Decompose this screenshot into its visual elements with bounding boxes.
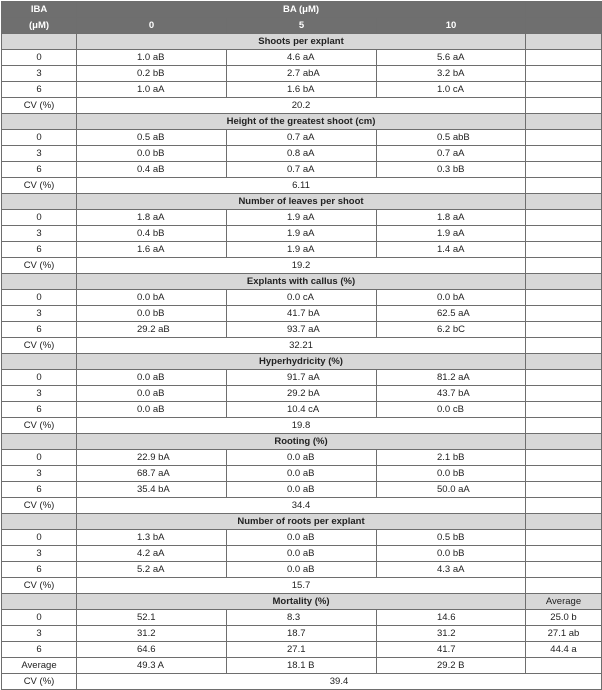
- value-cell: 0.0 bB: [377, 466, 526, 482]
- section-blank: [526, 354, 602, 370]
- iba-cell: 6: [2, 642, 77, 658]
- average-value-cell: 18.1 B: [227, 658, 377, 674]
- empty-cell: [526, 130, 602, 146]
- table-row: [2, 642, 602, 658]
- value-cell: 1.8 aA: [77, 210, 227, 226]
- empty-cell: [526, 546, 602, 562]
- value-cell: 0.0 aB: [227, 562, 377, 578]
- ba-level-header: 5: [227, 18, 377, 34]
- table-row: [2, 210, 602, 226]
- cv-value: 19.8: [77, 418, 526, 434]
- value-cell: 0.0 aB: [227, 546, 377, 562]
- value-cell: 10.4 cA: [227, 402, 377, 418]
- section-blank: [2, 114, 77, 130]
- header-row-2: [2, 18, 602, 34]
- table-row: [2, 546, 602, 562]
- cv-value: 20.2: [77, 98, 526, 114]
- cv-value: 19.2: [77, 258, 526, 274]
- value-cell: 0.5 aB: [77, 130, 227, 146]
- empty-cell: [526, 162, 602, 178]
- empty-cell: [526, 146, 602, 162]
- iba-cell: 0: [2, 370, 77, 386]
- value-cell: 31.2: [77, 626, 227, 642]
- value-cell: 0.4 aB: [77, 162, 227, 178]
- table-container: [1, 1, 601, 690]
- value-cell: 0.4 bB: [77, 226, 227, 242]
- table-row: [2, 226, 602, 242]
- iba-cell: 6: [2, 402, 77, 418]
- section-title: Shoots per explant: [77, 34, 526, 50]
- value-cell: 0.7 aA: [227, 162, 377, 178]
- table-row: [2, 530, 602, 546]
- empty-cell: [526, 418, 602, 434]
- value-cell: 1.3 bA: [77, 530, 227, 546]
- empty-cell: [526, 578, 602, 594]
- empty-cell: [526, 370, 602, 386]
- iba-cell: 6: [2, 242, 77, 258]
- cv-label: CV (%): [2, 674, 77, 690]
- value-cell: 1.9 aA: [227, 210, 377, 226]
- value-cell: 1.4 aA: [377, 242, 526, 258]
- value-cell: 14.6: [377, 610, 526, 626]
- empty-cell: [526, 466, 602, 482]
- value-cell: 0.0 cB: [377, 402, 526, 418]
- value-cell: 0.0 aB: [227, 450, 377, 466]
- table-row: [2, 610, 602, 626]
- section-title: Explants with callus (%): [77, 274, 526, 290]
- section-title-row: [2, 354, 602, 370]
- cv-row: [2, 258, 602, 274]
- empty-cell: [526, 242, 602, 258]
- section-title-row: [2, 194, 602, 210]
- section-title: Rooting (%): [77, 434, 526, 450]
- empty-cell: [526, 658, 602, 674]
- section-title: Number of leaves per shoot: [77, 194, 526, 210]
- iba-cell: 0: [2, 130, 77, 146]
- value-cell: 31.2: [377, 626, 526, 642]
- value-cell: 41.7 bA: [227, 306, 377, 322]
- section-title-row: [2, 514, 602, 530]
- section-blank: [2, 194, 77, 210]
- average-header: Average: [526, 594, 602, 610]
- value-cell: 2.1 bB: [377, 450, 526, 466]
- empty-cell: [526, 338, 602, 354]
- table-row: [2, 450, 602, 466]
- value-cell: 1.6 aA: [77, 242, 227, 258]
- iba-unit-header: (μM): [2, 18, 77, 34]
- value-cell: 0.0 bB: [377, 546, 526, 562]
- average-label: Average: [2, 658, 77, 674]
- cv-value: 15.7: [77, 578, 526, 594]
- value-cell: 1.0 cA: [377, 82, 526, 98]
- average-cell: 25.0 b: [526, 610, 602, 626]
- table-row: [2, 386, 602, 402]
- cv-label: CV (%): [2, 258, 77, 274]
- value-cell: 0.0 bA: [77, 290, 227, 306]
- value-cell: 1.0 aB: [77, 50, 227, 66]
- value-cell: 68.7 aA: [77, 466, 227, 482]
- average-value-cell: 29.2 B: [377, 658, 526, 674]
- iba-cell: 3: [2, 306, 77, 322]
- iba-cell: 6: [2, 162, 77, 178]
- value-cell: 2.7 abA: [227, 66, 377, 82]
- average-value-cell: 49.3 A: [77, 658, 227, 674]
- value-cell: 35.4 bA: [77, 482, 227, 498]
- empty-cell: [526, 226, 602, 242]
- iba-cell: 0: [2, 450, 77, 466]
- iba-cell: 3: [2, 226, 77, 242]
- value-cell: 41.7: [377, 642, 526, 658]
- value-cell: 27.1: [227, 642, 377, 658]
- value-cell: 0.5 abB: [377, 130, 526, 146]
- header-row-1: [2, 2, 602, 18]
- value-cell: 8.3: [227, 610, 377, 626]
- section-title-row: [2, 274, 602, 290]
- header-blank: [526, 2, 602, 18]
- value-cell: 0.0 bA: [377, 290, 526, 306]
- value-cell: 6.2 bC: [377, 322, 526, 338]
- section-blank: [526, 274, 602, 290]
- section-blank: [2, 34, 77, 50]
- iba-cell: 0: [2, 610, 77, 626]
- table-row: [2, 562, 602, 578]
- empty-cell: [526, 530, 602, 546]
- value-cell: 0.0 bB: [77, 306, 227, 322]
- average-row: [2, 658, 602, 674]
- iba-cell: 0: [2, 290, 77, 306]
- table-row: [2, 242, 602, 258]
- empty-cell: [526, 66, 602, 82]
- cv-row: [2, 578, 602, 594]
- iba-cell: 3: [2, 146, 77, 162]
- table-row: [2, 66, 602, 82]
- results-table: [1, 1, 602, 690]
- cv-row: [2, 418, 602, 434]
- cv-row: [2, 674, 602, 690]
- value-cell: 0.0 aB: [227, 530, 377, 546]
- empty-cell: [526, 98, 602, 114]
- value-cell: 1.8 aA: [377, 210, 526, 226]
- value-cell: 22.9 bA: [77, 450, 227, 466]
- value-cell: 93.7 aA: [227, 322, 377, 338]
- section-blank: [526, 194, 602, 210]
- section-title: Number of roots per explant: [77, 514, 526, 530]
- iba-cell: 3: [2, 626, 77, 642]
- empty-cell: [526, 450, 602, 466]
- value-cell: 29.2 aB: [77, 322, 227, 338]
- value-cell: 29.2 bA: [227, 386, 377, 402]
- header-blank: [526, 18, 602, 34]
- iba-cell: 3: [2, 466, 77, 482]
- cv-label: CV (%): [2, 418, 77, 434]
- average-cell: 44.4 a: [526, 642, 602, 658]
- empty-cell: [526, 258, 602, 274]
- cv-label: CV (%): [2, 498, 77, 514]
- iba-header: IBA: [2, 2, 77, 18]
- iba-cell: 6: [2, 482, 77, 498]
- table-row: [2, 322, 602, 338]
- empty-cell: [526, 498, 602, 514]
- iba-cell: 3: [2, 66, 77, 82]
- value-cell: 0.8 aA: [227, 146, 377, 162]
- value-cell: 0.7 aA: [377, 146, 526, 162]
- cv-row: [2, 498, 602, 514]
- cv-label: CV (%): [2, 178, 77, 194]
- iba-cell: 3: [2, 546, 77, 562]
- empty-cell: [526, 82, 602, 98]
- section-blank: [2, 594, 77, 610]
- value-cell: 3.2 bA: [377, 66, 526, 82]
- iba-cell: 6: [2, 82, 77, 98]
- table-row: [2, 130, 602, 146]
- value-cell: 5.2 aA: [77, 562, 227, 578]
- value-cell: 91.7 aA: [227, 370, 377, 386]
- value-cell: 0.0 aB: [227, 482, 377, 498]
- table-row: [2, 82, 602, 98]
- table-row: [2, 626, 602, 642]
- value-cell: 0.2 bB: [77, 66, 227, 82]
- value-cell: 4.2 aA: [77, 546, 227, 562]
- value-cell: 0.0 aB: [227, 466, 377, 482]
- value-cell: 0.7 aA: [227, 130, 377, 146]
- value-cell: 50.0 aA: [377, 482, 526, 498]
- value-cell: 5.6 aA: [377, 50, 526, 66]
- section-blank: [2, 354, 77, 370]
- section-title: Hyperhydricity (%): [77, 354, 526, 370]
- ba-header: BA (μM): [77, 2, 526, 18]
- section-blank: [2, 514, 77, 530]
- iba-cell: 3: [2, 386, 77, 402]
- value-cell: 4.6 aA: [227, 50, 377, 66]
- value-cell: 0.0 aB: [77, 370, 227, 386]
- cv-value: 34.4: [77, 498, 526, 514]
- section-blank: [526, 34, 602, 50]
- table-row: [2, 306, 602, 322]
- section-title: Height of the greatest shoot (cm): [77, 114, 526, 130]
- value-cell: 81.2 aA: [377, 370, 526, 386]
- iba-cell: 0: [2, 530, 77, 546]
- value-cell: 1.9 aA: [227, 226, 377, 242]
- value-cell: 18.7: [227, 626, 377, 642]
- empty-cell: [526, 306, 602, 322]
- value-cell: 52.1: [77, 610, 227, 626]
- section-title-row: [2, 34, 602, 50]
- table-row: [2, 162, 602, 178]
- cv-row: [2, 178, 602, 194]
- section-blank: [526, 514, 602, 530]
- iba-cell: 6: [2, 562, 77, 578]
- value-cell: 0.3 bB: [377, 162, 526, 178]
- table-row: [2, 466, 602, 482]
- section-blank: [2, 434, 77, 450]
- value-cell: 64.6: [77, 642, 227, 658]
- average-cell: 27.1 ab: [526, 626, 602, 642]
- section-blank: [2, 274, 77, 290]
- section-title-row: [2, 434, 602, 450]
- table-row: [2, 50, 602, 66]
- section-blank: [526, 114, 602, 130]
- cv-value: 6.11: [77, 178, 526, 194]
- value-cell: 62.5 aA: [377, 306, 526, 322]
- table-row: [2, 482, 602, 498]
- cv-row: [2, 338, 602, 354]
- empty-cell: [526, 290, 602, 306]
- empty-cell: [526, 482, 602, 498]
- cv-value: 32.21: [77, 338, 526, 354]
- empty-cell: [526, 562, 602, 578]
- value-cell: 1.6 bA: [227, 82, 377, 98]
- value-cell: 0.0 aB: [77, 402, 227, 418]
- value-cell: 0.0 aB: [77, 386, 227, 402]
- cv-value: 39.4: [77, 674, 602, 690]
- empty-cell: [526, 402, 602, 418]
- iba-cell: 0: [2, 210, 77, 226]
- empty-cell: [526, 386, 602, 402]
- iba-cell: 0: [2, 50, 77, 66]
- ba-level-header: 10: [377, 18, 526, 34]
- value-cell: 4.3 aA: [377, 562, 526, 578]
- cv-label: CV (%): [2, 578, 77, 594]
- iba-cell: 6: [2, 322, 77, 338]
- value-cell: 0.5 bB: [377, 530, 526, 546]
- value-cell: 0.0 bB: [77, 146, 227, 162]
- empty-cell: [526, 178, 602, 194]
- ba-level-header: 0: [77, 18, 227, 34]
- cv-row: [2, 98, 602, 114]
- section-blank: [526, 434, 602, 450]
- cv-label: CV (%): [2, 338, 77, 354]
- table-row: [2, 290, 602, 306]
- section-title-row: [2, 114, 602, 130]
- table-row: [2, 146, 602, 162]
- value-cell: 43.7 bA: [377, 386, 526, 402]
- value-cell: 0.0 cA: [227, 290, 377, 306]
- value-cell: 1.9 aA: [377, 226, 526, 242]
- empty-cell: [526, 210, 602, 226]
- cv-label: CV (%): [2, 98, 77, 114]
- table-row: [2, 402, 602, 418]
- empty-cell: [526, 322, 602, 338]
- section-title: Mortality (%): [77, 594, 526, 610]
- value-cell: 1.0 aA: [77, 82, 227, 98]
- value-cell: 1.9 aA: [227, 242, 377, 258]
- table-row: [2, 370, 602, 386]
- section-title-row: [2, 594, 602, 610]
- empty-cell: [526, 50, 602, 66]
